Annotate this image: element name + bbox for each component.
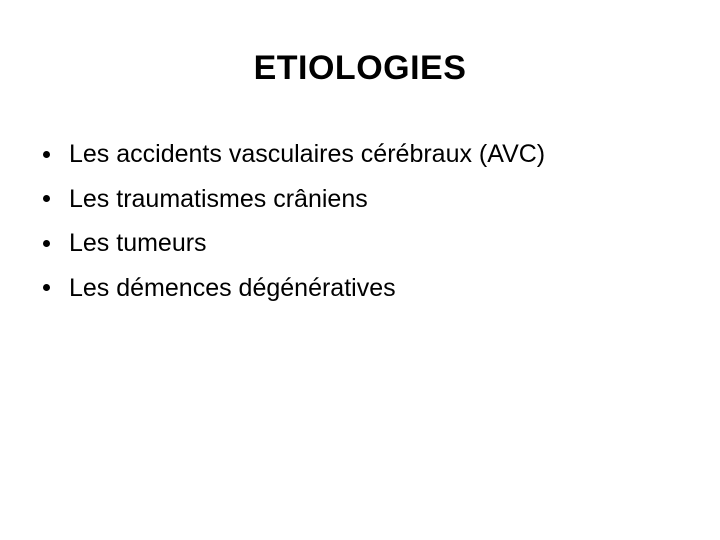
slide-title: ETIOLOGIES (253, 49, 467, 87)
bullet-text: Les démences dégénératives (69, 273, 396, 302)
bullet-item (43, 132, 545, 177)
bullet-dot-icon (43, 151, 50, 158)
bullet-dot-icon (43, 284, 50, 291)
bullet-text: Les traumatismes crâniens (69, 184, 368, 213)
bullet-list (43, 132, 545, 310)
bullet-item (43, 266, 545, 311)
bullet-text: Les accidents vasculaires cérébraux (AVC) (69, 140, 546, 169)
bullet-dot-icon (43, 195, 50, 202)
bullet-item (43, 177, 545, 222)
bullet-dot-icon (43, 240, 50, 247)
bullet-text: Les tumeurs (69, 229, 207, 258)
bullet-item (43, 221, 545, 266)
